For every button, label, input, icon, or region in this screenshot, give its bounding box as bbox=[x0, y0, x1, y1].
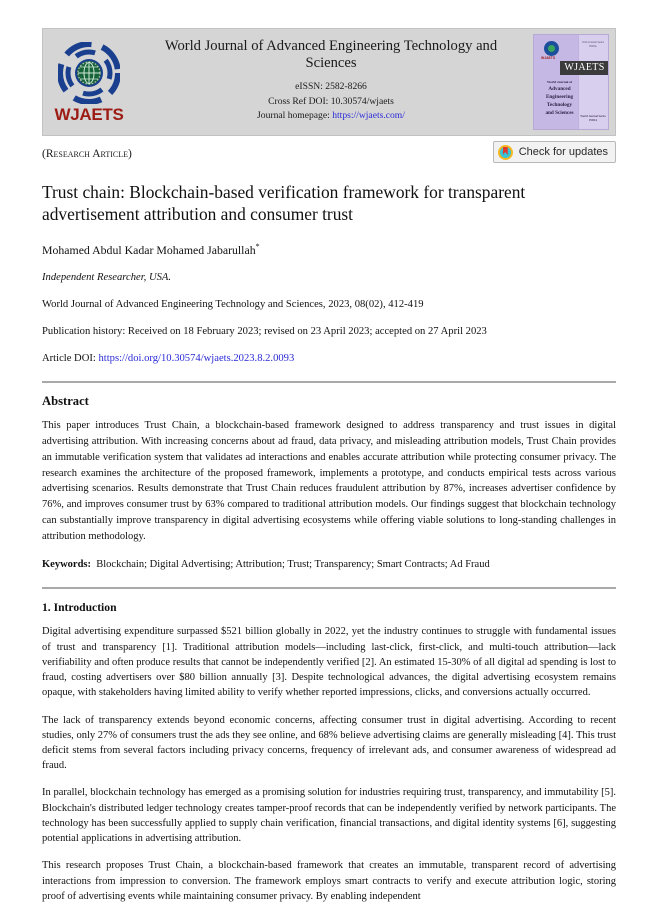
journal-header-band bbox=[42, 28, 616, 136]
keywords-line bbox=[42, 559, 616, 570]
journal-cover-thumbnail bbox=[533, 34, 609, 130]
author-name: Mohamed Abdul Kadar Mohamed Jabarullah bbox=[42, 242, 256, 257]
journal-logo bbox=[43, 29, 135, 135]
cover-title-line-1: Advanced bbox=[548, 86, 571, 93]
introduction-paragraph: In parallel, blockchain technology has emerged as a promising solution for industries requiring trust, transparency, and immutability [5]. Blockchain's distributed ledger technology creates tamper-proof records that can be independently verified by network participants. The technology has been successfully applied to supply chain verification, financial transactions, and digital identity systems [6], suggesting potential applications in advertising attribution. bbox=[42, 787, 616, 845]
cover-title-line-3: Technology bbox=[546, 102, 573, 109]
divider-above-introduction bbox=[42, 587, 616, 589]
cover-title-line-4: and Sciences bbox=[545, 110, 574, 117]
journal-homepage-line bbox=[257, 109, 405, 124]
journal-citation: World Journal of Advanced Engineering Technology and Sciences, 2023, 08(02), 412-419 bbox=[42, 299, 424, 311]
abstract-text: This paper introduces Trust Chain, a blockchain-based framework designed to address transparency and trust issues in digital advertising attribution. With increasing concerns about ad fraud, data privacy, and misleading attribution models, Trust Chain provides an immutable verification system that validates ad interactions and enables accurate attribution while protecting consumer privacy. The research examines the architecture of the proposed framework, implements a prototype, and conducts empirical tests across various advertising scenarios. Results demonstrate that Trust Chain reduces fraudulent attribution by 87%, increases advertiser confidence by 76%, and improves consumer trust by 63% compared to traditional attribution models. Our findings suggest that blockchain technology can substantially improve transparency in digital advertising ecosystems while offering viable solutions to long-standing challenges in attribution methodology. bbox=[42, 420, 616, 542]
keywords-values: Blockchain; Digital Advertising; Attribution; Trust; Transparency; Smart Contracts; Ad Fraud bbox=[96, 559, 490, 571]
article-doi-link[interactable]: https://doi.org/10.30574/wjaets.2023.8.2.0093 bbox=[98, 353, 295, 365]
publication-history: Publication history: Received on 18 February 2023; revised on 23 April 2023; accepted on 27 April 2023 bbox=[42, 326, 487, 338]
introduction-heading: 1. Introduction bbox=[42, 601, 117, 615]
author-affiliation: Independent Researcher, USA. bbox=[42, 272, 172, 284]
cover-top-note: World Journal Series INDIA bbox=[582, 41, 604, 48]
check-for-updates-button[interactable] bbox=[493, 141, 616, 163]
article-doi-label: Article DOI: bbox=[42, 353, 99, 365]
journal-title: World Journal of Advanced Engineering Technology and Sciences bbox=[164, 37, 498, 72]
cover-bottom-note: World Journal Series INDIA bbox=[580, 115, 606, 123]
cover-title-block bbox=[538, 80, 581, 118]
divider-above-abstract bbox=[42, 381, 616, 383]
journal-eissn: eISSN: 2582-8266 bbox=[295, 80, 367, 92]
journal-homepage-label: Journal homepage: bbox=[257, 110, 333, 122]
cover-logo-icon bbox=[544, 41, 559, 56]
article-type-row bbox=[42, 141, 616, 173]
introduction-paragraph: Digital advertising expenditure surpassed $521 billion globally in 2022, yet the industry continues to struggle with fundamental issues of trust and transparency [1]. Traditional attribution models—including last-click, first-click, and multi-touch attribution—lack verifiability and often produce results that cannot be independently verified [2]. An estimated 15-30% of all digital ad spending is lost to fraud, costing advertisers over $80 billion annually [3]. Despite technological advances, the digital advertising ecosystem remains opaque, with stakeholders having limited ability to verify whether reported impressions, clicks, and conversions actually occurred. bbox=[42, 626, 616, 699]
article-type-label: (Research Article) bbox=[42, 148, 132, 160]
introduction-paragraph: This research proposes Trust Chain, a blockchain-based framework that creates an immutable, transparent record of advertising interactions from impression to conversion. The framework employs smart contracts to verify and execute attribution logic, storing proof of advertising events while maintaining consumer privacy. By enabling independent bbox=[42, 860, 616, 902]
journal-cover-cell bbox=[527, 29, 615, 135]
journal-homepage-link[interactable]: https://wjaets.com/ bbox=[332, 110, 405, 122]
wjaets-emblem-icon bbox=[58, 42, 120, 104]
cover-title-line-2: Engineering bbox=[545, 94, 574, 101]
journal-logo-wordmark: WJAETS bbox=[54, 104, 124, 124]
check-for-updates-label: Check for updates bbox=[518, 146, 608, 158]
journal-crossref-doi: Cross Ref DOI: 10.30574/wjaets bbox=[268, 95, 394, 107]
journal-header-text bbox=[135, 29, 527, 135]
article-doi-line bbox=[42, 353, 616, 364]
introduction-paragraph: The lack of transparency extends beyond economic concerns, affecting consumer trust in digital advertising. According to recent studies, only 27% of consumers trust the ads they see online, and 68% believe advertising claims are generally misleading [4]. This trust deficit stems from several factors including privacy concerns, frequency of irrelevant ads, and consumer awareness of widespread ad fraud. bbox=[42, 714, 616, 772]
keywords-label: Keywords: bbox=[42, 559, 91, 571]
cover-masthead: WJAETS bbox=[560, 61, 609, 75]
cover-logo-wordmark: WJAETS bbox=[541, 56, 556, 60]
page-content bbox=[42, 28, 616, 904]
crossmark-icon bbox=[498, 145, 513, 160]
abstract-heading: Abstract bbox=[42, 394, 89, 409]
page-title: Trust chain: Blockchain-based verification framework for transparent advertisement attribution and consumer trust bbox=[42, 182, 526, 225]
author-list bbox=[42, 242, 616, 258]
cover-title-line-0: World Journal of bbox=[546, 80, 573, 84]
author-corresponding-marker: * bbox=[255, 241, 260, 251]
